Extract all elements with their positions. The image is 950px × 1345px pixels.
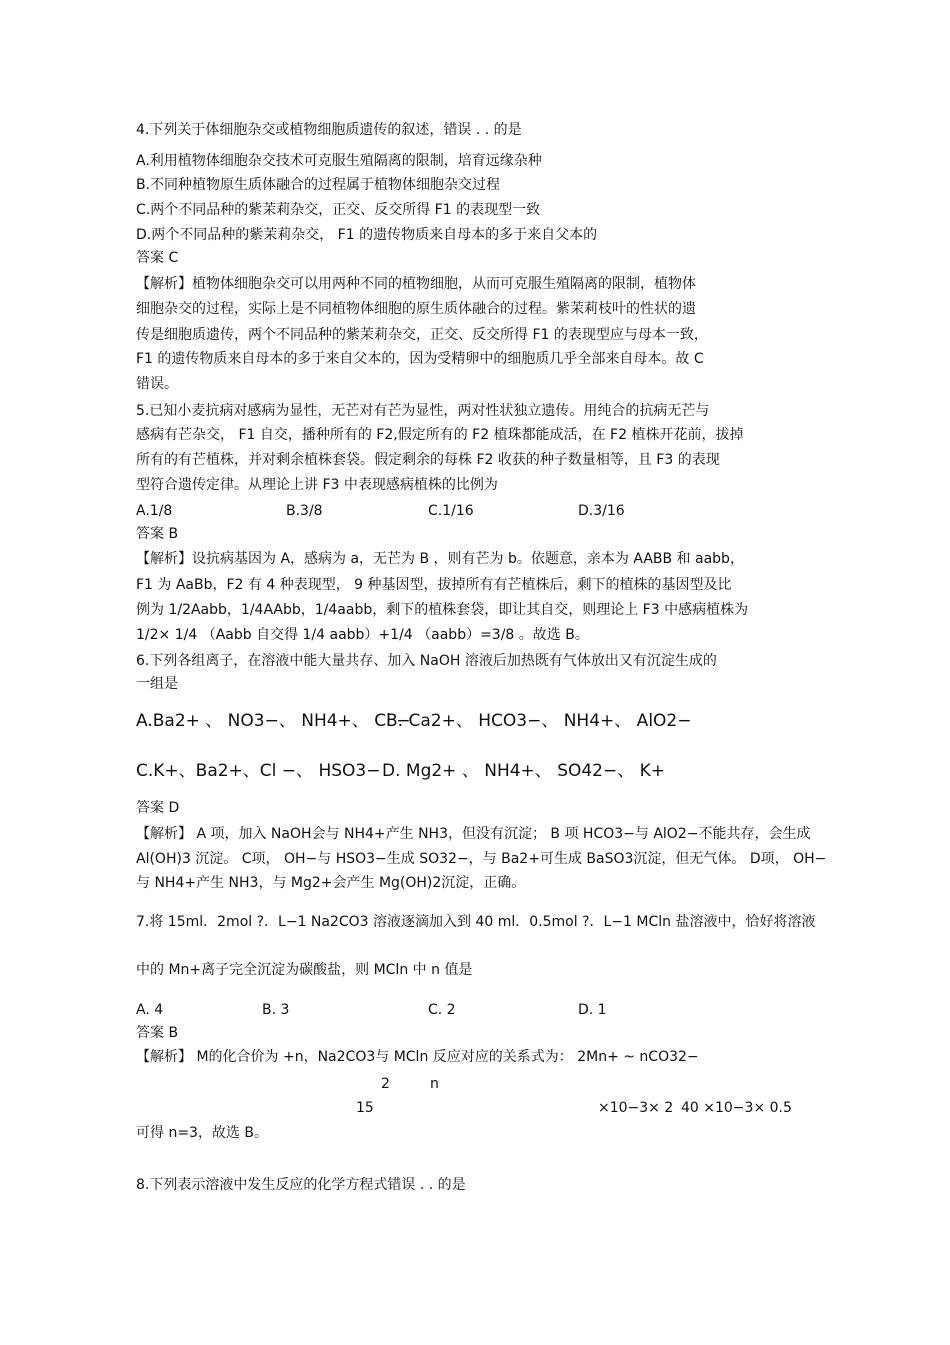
q6-option-c: C.K+、Ba2+、Cl −、 HSO3− [136,761,381,781]
q5-option-a: A.1/8 [136,503,173,519]
q6-explanation-1: 【解析】 A 项，加入 NaOH会与 NH4+产生 NH3，但没有沉淀； B 项 HCO3−与 AlO2−不能共存，会生成 [136,826,811,842]
q5-explanation-2: F1 为 AaBb，F2 有 4 种表现型， 9 种基因型，拔掉所有有芒植株后，剩下的植株的基因型及比 [136,577,732,593]
q4-stem: 4.下列关于体细胞杂交或植物细胞质遗传的叙述，错误 . . 的是 [136,122,522,138]
q6-explanation-2: Al(OH)3 沉淀。 C项， OH−与 HSO3−生成 SO32−，与 Ba2+可生成 BaSO3沉淀，但无气体。 D项， OH− [136,851,827,867]
q5-stem-2: 感病有芒杂交， F1 自交，播种所有的 F2,假定所有的 F2 植珠都能成活，在 F2 植株开花前，拔掉 [136,427,744,443]
q6-stem-1: 6.下列各组离子，在溶液中能大量共存、加入 NaOH 溶液后加热既有气体放出又有沉淀生成的 [136,653,717,669]
q6-answer: 答案 D [136,800,180,816]
q4-explanation-2: 细胞杂交的过程，实际上是不同植物体细胞的原生质体融合的过程。紫茉莉枝叶的性状的遗 [136,301,696,317]
q8-stem: 8.下列表示溶液中发生反应的化学方程式错误 . . 的是 [136,1177,466,1193]
q4-answer: 答案 C [136,250,179,266]
q4-explanation-4: F1 的遗传物质来自母本的多于来自父本的，因为受精卵中的细胞质几乎全部来自母本。故 C [136,351,704,367]
q5-option-d: D.3/16 [578,503,625,519]
q6-option-b: B. Ca2+、 HCO3−、 NH4+、 AlO2− [386,711,692,731]
q7-option-b: B. 3 [262,1002,290,1018]
q7-stem-2: 中的 Mn+离子完全沉淀为碳酸盐，则 MCln 中 n 值是 [136,962,473,978]
q5-explanation-1: 【解析】设抗病基因为 A，感病为 a，无芒为 B ，则有芒为 b。依题意，亲本为 AABB 和 aabb， [136,551,744,567]
q7-eq-15: 15 [356,1100,374,1116]
q6-stem-2: 一组是 [136,676,178,692]
q4-option-c: C.两个不同品种的紫茉莉杂交，正交、反交所得 F1 的表现型一致 [136,202,541,218]
q7-eq-coef-n: n [430,1076,439,1092]
q4-explanation-5: 错误。 [136,376,178,392]
q7-answer: 答案 B [136,1025,179,1041]
q5-explanation-3: 例为 1/2Aabb，1/4AAbb，1/4aabb，剩下的植株套袋，即让其自交，则理论上 F3 中感病植株为 [136,602,749,618]
q5-stem-4: 型符合遗传定律。从理论上讲 F3 中表现感病植株的比例为 [136,477,498,493]
q7-option-c: C. 2 [428,1002,456,1018]
q4-option-a: A.利用植物体细胞杂交技术可克服生殖隔离的限制，培育远缘杂种 [136,153,542,169]
q5-stem-1: 5.已知小麦抗病对感病为显性，无芒对有芒为显性，两对性状独立遗传。用纯合的抗病无芒与 [136,403,710,419]
q4-option-d: D.两个不同品种的紫茉莉杂交， F1 的遗传物质来自母本的多于来自父本的 [136,227,598,243]
q7-stem-1: 7.将 15ml．2mol ?．L−1 Na2CO3 溶液逐滴加入到 40 ml．0.5mol ?．L−1 MCln 盐溶液中，恰好将溶液 [136,914,816,930]
q5-stem-3: 所有的有芒植株，并对剩余植株套袋。假定剩余的每株 F2 收获的种子数量相等，且 F3 的表现 [136,452,720,468]
q6-option-d: D. Mg2+ 、 NH4+、 SO42−、 K+ [382,761,666,781]
q5-option-b: B.3/8 [286,503,323,519]
q7-eq-term-a: ×10−3× 2 [598,1100,674,1116]
q4-option-b: B.不同种植物原生质体融合的过程属于植物体细胞杂交过程 [136,177,501,193]
q7-explanation-1: 【解析】 M的化合价为 +n，Na2CO3与 MCln 反应对应的关系式为： 2Mn+ ~ nCO32− [136,1049,699,1065]
q7-option-a: A. 4 [136,1002,164,1018]
q7-eq-term-b: 40 ×10−3× 0.5 [681,1100,792,1116]
q7-conclusion: 可得 n=3，故选 B。 [136,1125,269,1141]
q5-option-c: C.1/16 [428,503,474,519]
q5-explanation-4: 1/2× 1/4 （Aabb 自交得 1/4 aabb）+1/4 （aabb）=3/8 。故选 B。 [136,627,589,643]
q6-option-a: A.Ba2+ 、 NO3−、 NH4+、 Cl − [136,711,411,731]
q7-eq-coef-2: 2 [381,1076,390,1092]
q6-explanation-3: 与 NH4+产生 NH3，与 Mg2+会产生 Mg(OH)2沉淀，正确。 [136,875,526,891]
q7-option-d: D. 1 [578,1002,607,1018]
q5-answer: 答案 B [136,526,179,542]
q4-explanation-1: 【解析】植物体细胞杂交可以用两种不同的植物细胞，从而可克服生殖隔离的限制，植物体 [136,276,696,292]
q4-explanation-3: 传是细胞质遗传，两个不同品种的紫茉莉杂交，正交、反交所得 F1 的表现型应与母本一致， [136,327,708,343]
